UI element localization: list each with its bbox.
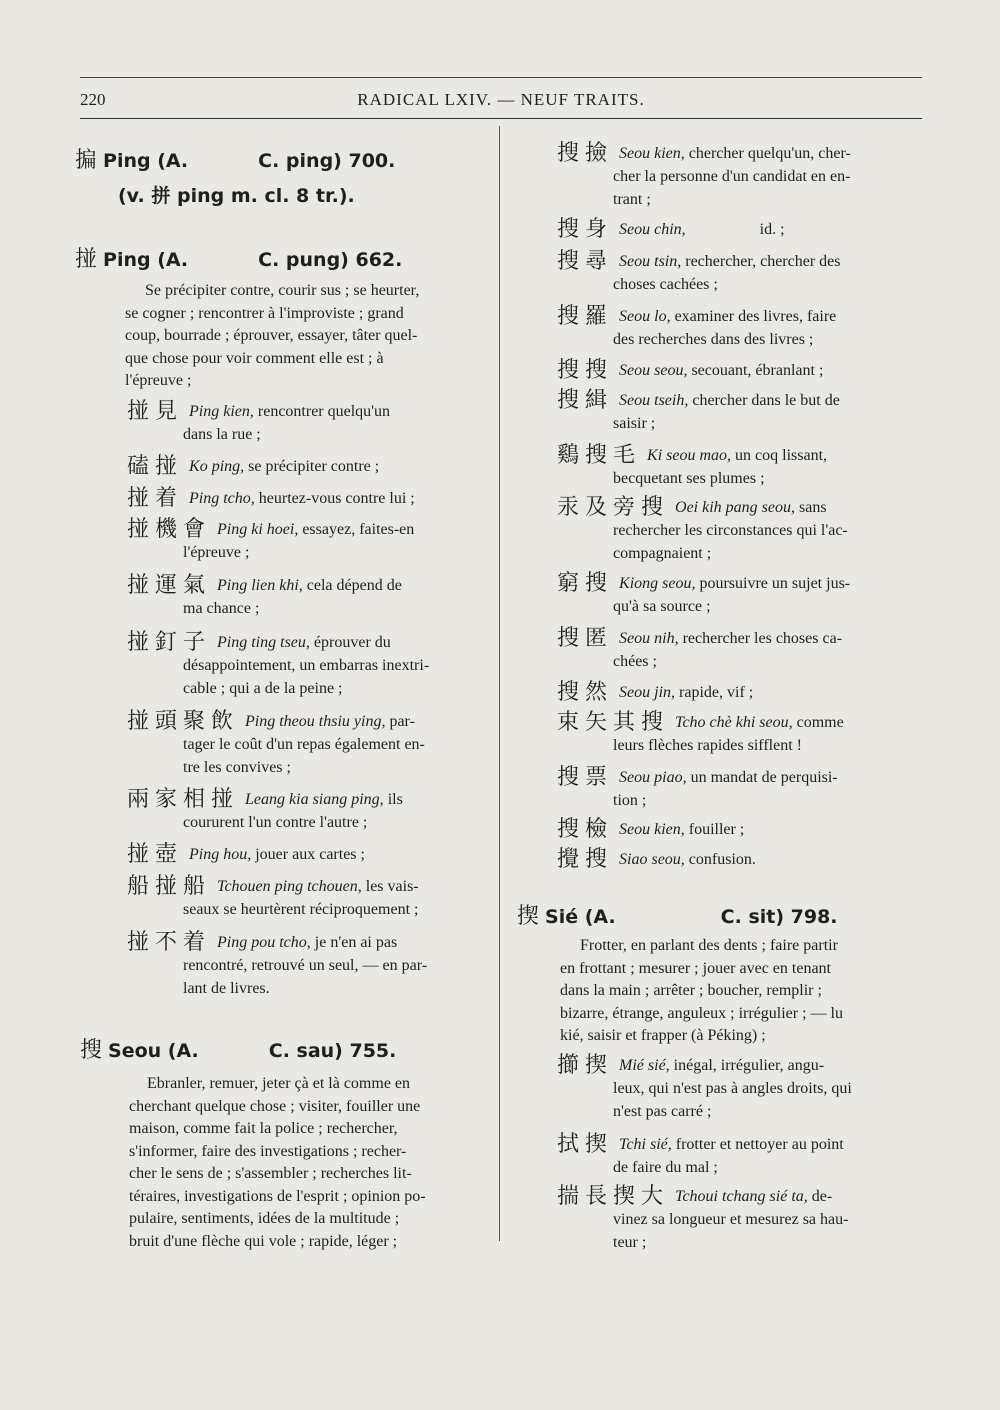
def-line: bizarre, étrange, anguleux ; irrégulier ; — lu xyxy=(560,1004,843,1022)
compound-entry xyxy=(127,843,492,866)
compound-chars: 搜撿 xyxy=(557,141,614,166)
gloss: poursuivre un sujet jus- xyxy=(699,575,851,592)
compound-chars: 束矢其搜 xyxy=(557,710,670,735)
gloss: cela dépend de xyxy=(306,577,402,594)
gloss: un mandat de perquisi- xyxy=(690,769,838,786)
compound-entry xyxy=(557,818,927,841)
gloss-cont: choses cachées ; xyxy=(613,276,718,293)
compound-chars: 搜然 xyxy=(557,680,614,705)
compound-entry xyxy=(557,711,927,757)
compound-chars: 搜尋 xyxy=(557,249,614,274)
compound-entry xyxy=(127,518,492,564)
headword-char: 揙 xyxy=(75,148,98,173)
gloss: essayez, faites-en xyxy=(302,521,415,538)
gloss-cont: tre les convives ; xyxy=(183,759,291,776)
compound-entry xyxy=(127,631,492,700)
romanization: Seou lo, xyxy=(619,308,671,325)
gloss: les vais- xyxy=(365,878,419,895)
compound-entry xyxy=(557,142,927,211)
romanization: Tchi sié, xyxy=(619,1136,672,1153)
gloss: éprouver du xyxy=(313,634,391,651)
def-line: Ebranler, remuer, jeter çà et là comme en xyxy=(147,1075,411,1092)
gloss-cont: tager le coût d'un repas également en- xyxy=(183,736,425,753)
compound-chars: 擳揳 xyxy=(557,1053,614,1078)
compound-chars: 掽不着 xyxy=(127,930,212,955)
definition xyxy=(129,1073,491,1253)
headword-entry xyxy=(75,242,402,273)
gloss-cont: becquetant ses plumes ; xyxy=(613,470,765,487)
gloss: inégal, irrégulier, angu- xyxy=(673,1057,825,1074)
gloss-cont: trant ; xyxy=(613,191,651,208)
gloss: frotter et nettoyer au point xyxy=(675,1136,844,1153)
romanization: Ping tcho, xyxy=(189,490,255,507)
gloss-cont: vinez sa longueur et mesurez sa hau- xyxy=(613,1211,849,1228)
definition xyxy=(560,935,928,1048)
compound-entry xyxy=(557,1054,927,1123)
romanization: Seou piao, xyxy=(619,769,687,786)
gloss-cont: leurs flèches rapides sifflent ! xyxy=(613,737,802,754)
page-title: RADICAL LXIV. — NEUF TRAITS. xyxy=(357,90,645,109)
gloss-cont: qu'à sa source ; xyxy=(613,598,711,615)
compound-entry xyxy=(127,710,492,779)
compound-entry xyxy=(127,875,492,921)
gloss-cont: saisir ; xyxy=(613,415,656,432)
compound-entry xyxy=(127,455,492,478)
compound-chars: 兩家相掽 xyxy=(127,787,240,812)
romanization: Seou seou, xyxy=(619,362,688,379)
compound-entry xyxy=(557,1185,927,1254)
def-line: maison, comme fait la police ; rechercher, xyxy=(129,1120,398,1137)
gloss: rapide, vif ; xyxy=(679,684,754,701)
headword-label2: C. sit) 798. xyxy=(720,906,838,928)
compound-entry xyxy=(557,681,927,704)
romanization: Seou tseih, xyxy=(619,392,689,409)
gloss: sans xyxy=(799,499,827,516)
romanization: Kiong seou, xyxy=(619,575,696,592)
compound-entry xyxy=(557,572,927,618)
romanization: Tchoui tchang sié ta, xyxy=(675,1188,808,1205)
romanization: Leang kia siang ping, xyxy=(245,791,384,808)
page-number: 220 xyxy=(80,90,106,109)
headword-label: Seou (A. xyxy=(108,1040,199,1062)
gloss: je n'en ai pas xyxy=(314,934,398,951)
def-line: cher le sens de ; s'assembler ; recherches lit- xyxy=(129,1165,412,1182)
def-line: bruit d'une flèche qui vole ; rapide, léger ; xyxy=(129,1232,398,1250)
top-rule xyxy=(80,77,922,78)
headword-variant: (v. 拼 ping m. cl. 8 tr.). xyxy=(118,185,355,207)
compound-chars: 搜匿 xyxy=(557,626,614,651)
compound-chars: 掽壺 xyxy=(127,842,184,867)
column-divider xyxy=(499,126,500,1241)
gloss-cont: des recherches dans des livres ; xyxy=(613,331,814,348)
compound-chars: 船掽船 xyxy=(127,874,212,899)
compound-chars: 汞及旁搜 xyxy=(557,495,670,520)
gloss: comme xyxy=(796,714,844,731)
gloss-cont: seaux se heurtèrent réciproquement ; xyxy=(183,901,419,918)
gloss-cont: désappointement, un embarras inextri- xyxy=(183,657,430,674)
gloss-cont: l'épreuve ; xyxy=(183,544,250,561)
headword-label2: C. pung) 662. xyxy=(258,249,403,271)
romanization: Seou jin, xyxy=(619,684,676,701)
compound-chars: 搜檢 xyxy=(557,817,614,842)
definition xyxy=(125,280,490,393)
romanization: Ping theou thsiu ying, xyxy=(245,713,386,730)
romanization: Seou kien, xyxy=(619,145,685,162)
gloss: rencontrer quelqu'un xyxy=(257,403,391,420)
compound-entry xyxy=(557,444,927,490)
gloss: examiner des livres, faire xyxy=(674,308,837,325)
headword-label: Ping (A. xyxy=(103,249,189,271)
def-line: coup, bourrade ; éprouver, essayer, tâter quel- xyxy=(125,327,418,344)
gloss-cont: ma chance ; xyxy=(183,600,260,617)
compound-chars: 搜羅 xyxy=(557,304,614,329)
romanization: Ki seou mao, xyxy=(647,447,732,464)
compound-entry xyxy=(557,627,927,673)
compound-entry xyxy=(557,305,927,351)
gloss: chercher quelqu'un, cher- xyxy=(688,145,851,162)
headword-entry xyxy=(75,143,395,174)
romanization: Ping kien, xyxy=(189,403,254,420)
compound-entry xyxy=(557,1133,927,1179)
def-line: Frotter, en parlant des dents ; faire partir xyxy=(580,937,838,954)
def-line: s'informer, faire des investigations ; recher- xyxy=(129,1142,407,1160)
gloss: confusion. xyxy=(688,851,756,868)
gloss: fouiller ; xyxy=(688,821,745,838)
headword-char: 搜 xyxy=(80,1038,103,1063)
running-header xyxy=(80,90,922,120)
headword-label: Sié (A. xyxy=(545,906,616,928)
compound-entry xyxy=(557,766,927,812)
gloss-cont: rencontré, retrouvé un seul, — en par- xyxy=(183,957,428,974)
def-line: dans la main ; arrêter ; boucher, remplir ; xyxy=(560,982,822,999)
headword-label2: C. ping) 700. xyxy=(258,150,396,172)
gloss: par- xyxy=(389,713,415,730)
def-line: cherchant quelque chose ; visiter, fouiller une xyxy=(129,1097,421,1115)
compound-chars: 搜緝 xyxy=(557,388,614,413)
header-rule xyxy=(80,118,922,119)
gloss-cont: rechercher les circonstances qui l'ac- xyxy=(613,522,848,539)
compound-chars: 攪搜 xyxy=(557,847,614,872)
def-line: se cogner ; rencontrer à l'improviste ; grand xyxy=(125,304,404,322)
def-line: pulaire, sentiments, idées de la multitude ; xyxy=(129,1210,400,1227)
gloss-cont: leux, qui n'est pas à angles droits, qui xyxy=(613,1080,852,1097)
compound-entry xyxy=(127,574,492,620)
compound-chars: 搜身 xyxy=(557,217,614,242)
romanization: Ping lien khi, xyxy=(217,577,303,594)
def-line: Se précipiter contre, courir sus ; se heurter, xyxy=(145,282,420,299)
compound-chars: 鷄搜毛 xyxy=(557,443,642,468)
compound-chars: 掽機會 xyxy=(127,517,212,542)
gloss-cont: dans la rue ; xyxy=(183,426,261,443)
romanization: Siao seou, xyxy=(619,851,685,868)
gloss: heurtez-vous contre lui ; xyxy=(258,490,415,507)
def-line: en frottant ; mesurer ; jouer avec en tenant xyxy=(560,959,831,977)
compound-entry xyxy=(127,931,492,1000)
romanization: Tchouen ping tchouen, xyxy=(217,878,362,895)
compound-entry xyxy=(557,496,927,565)
compound-chars: 揣長揳大 xyxy=(557,1184,670,1209)
romanization: Ping ting tseu, xyxy=(217,634,310,651)
compound-entry xyxy=(557,359,927,382)
def-line: kié, saisir et frapper (à Péking) ; xyxy=(560,1027,766,1044)
romanization: Ko ping, xyxy=(189,458,245,475)
compound-entry xyxy=(557,848,927,871)
compound-entry xyxy=(127,788,492,834)
gloss-cont: cher la personne d'un candidat en en- xyxy=(613,168,851,185)
gloss-cont: tion ; xyxy=(613,792,647,809)
romanization: Seou kien, xyxy=(619,821,685,838)
gloss: chercher dans le but de xyxy=(692,392,840,409)
def-line: que chose pour voir comment elle est ; à xyxy=(125,349,384,367)
romanization: Mié sié, xyxy=(619,1057,670,1074)
compound-chars: 窮搜 xyxy=(557,571,614,596)
romanization: Tcho chè khi seou, xyxy=(675,714,793,731)
compound-entry xyxy=(557,218,927,241)
headword-char: 掽 xyxy=(75,247,98,272)
gloss-cont: n'est pas carré ; xyxy=(613,1103,712,1120)
gloss: ils xyxy=(387,791,403,808)
gloss-cont: de faire du mal ; xyxy=(613,1159,718,1176)
romanization: Seou chin, xyxy=(619,221,686,238)
compound-chars: 搜搜 xyxy=(557,358,614,383)
headword-entry xyxy=(80,1033,396,1064)
headword-label2: C. sau) 755. xyxy=(268,1040,397,1062)
gloss-cont: lant de livres. xyxy=(183,980,270,997)
romanization: Oei kih pang seou, xyxy=(675,499,795,516)
compound-entry xyxy=(127,400,492,446)
gloss-cont: teur ; xyxy=(613,1234,647,1251)
gloss: rechercher les choses ca- xyxy=(682,630,843,647)
compound-entry xyxy=(127,487,492,510)
headword-char: 揳 xyxy=(517,904,540,929)
romanization: Ping hou, xyxy=(189,846,252,863)
gloss: secouant, ébranlant ; xyxy=(691,362,824,379)
gloss-cont: compagnaient ; xyxy=(613,545,712,562)
def-line: l'épreuve ; xyxy=(125,372,192,389)
compound-chars: 掽着 xyxy=(127,486,184,511)
compound-chars: 掽運氣 xyxy=(127,573,212,598)
gloss: se précipiter contre ; xyxy=(248,458,380,475)
romanization: Seou nih, xyxy=(619,630,679,647)
compound-chars: 搜票 xyxy=(557,765,614,790)
headword-entry xyxy=(517,899,838,930)
compound-chars: 掽釘子 xyxy=(127,630,212,655)
romanization: Seou tsin, xyxy=(619,253,682,270)
compound-chars: 掽見 xyxy=(127,399,184,424)
compound-chars: 掽頭聚飲 xyxy=(127,709,240,734)
gloss: rechercher, chercher des xyxy=(685,253,841,270)
compound-chars: 磕掽 xyxy=(127,454,184,479)
gloss: id. ; xyxy=(759,221,785,238)
compound-entry xyxy=(557,250,927,296)
gloss: de- xyxy=(811,1188,833,1205)
def-line: téraires, investigations de l'esprit ; opinion po- xyxy=(129,1187,426,1205)
romanization: Ping pou tcho, xyxy=(217,934,311,951)
gloss: un coq lissant, xyxy=(735,447,828,464)
gloss-cont: cable ; qui a de la peine ; xyxy=(183,680,343,697)
headword-label: Ping (A. xyxy=(103,150,189,172)
gloss-cont: chées ; xyxy=(613,653,657,670)
compound-entry xyxy=(557,389,927,435)
gloss: jouer aux cartes ; xyxy=(255,846,365,863)
gloss-cont: coururent l'un contre l'autre ; xyxy=(183,814,368,831)
romanization: Ping ki hoei, xyxy=(217,521,299,538)
compound-chars: 拭揳 xyxy=(557,1132,614,1157)
